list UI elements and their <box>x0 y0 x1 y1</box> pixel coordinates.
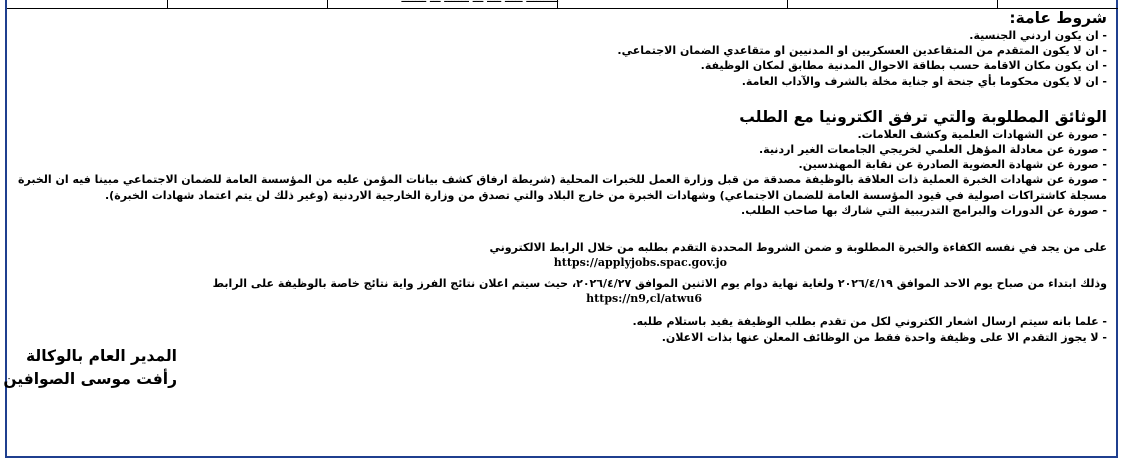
application-dates: وذلك ابتداء من صباح يوم الاحد الموافق ٢٠٢٦/٤/١٩ ولغاية نهاية دوام يوم الاثنين الموافق ٢٠٢٦/٤/٢٧، حيث سيتم اعلان نتائج الفرز واية نتائج خاصة بالوظيفة على الرابط <box>212 277 1107 291</box>
condition-item: - ان لا يكون المتقدم من المتقاعدين العسكريين او المدنيين او متقاعدي الضمان الاجتماعي. <box>617 44 1107 58</box>
document-item: - صورة عن معادلة المؤهل العلمي لخريجي الجامعات الغير اردنية. <box>758 143 1107 157</box>
condition-item: - ان لا يكون محكوما بأي جنحة او جناية مخلة بالشرف والآداب العامة. <box>741 74 1107 88</box>
table-cell-divider <box>327 0 328 8</box>
announcement-content <box>3 8 1107 391</box>
documents-title: الوثائق المطلوبة والتي ترفق الكترونيا مع الطلب <box>739 107 1107 126</box>
document-item: - صورة عن شهادة العضوية الصادرة عن نقابة المهندسين. <box>798 158 1107 172</box>
condition-item: - ان يكون مكان الاقامة حسب بطاقة الاحوال المدنية مطابق لمكان الوظيفة. <box>700 59 1107 73</box>
apply-link[interactable]: https://applyjobs.spac.gov.jo <box>553 256 727 270</box>
application-instructions: على من يجد في نفسه الكفاءة والخبرة المطلوبة و ضمن الشروط المحددة التقدم بطلبه من خلال الرابط الالكتروني <box>489 241 1107 255</box>
document-item: - صورة عن الدورات والبرامج التدريبية التي شارك بها صاحب الطلب. <box>741 203 1107 217</box>
table-cell-divider <box>167 0 168 8</box>
note-item: - لا يجوز التقدم الا على وظيفة واحدة فقط من الوظائف المعلن عنها بذات الاعلان. <box>661 330 1107 344</box>
document-item: - صورة عن الشهادات العلمية وكشف العلامات. <box>857 127 1107 141</box>
table-cell-divider <box>997 0 998 8</box>
signatory-title: المدير العام بالوكالة <box>25 346 177 365</box>
document-item: - صورة عن شهادات الخبرة العملية ذات العلاقة بالوظيفة مصدقة من قبل وزارة العمل للخبرات المحلية (شريطة ارفاق كشف بيانات المؤمن عليه من المؤسسة العامة للضمان الاجتماعي مبينا فيه ان الخبرة مسجلة كاشتراكات اصولية في قيود المؤسسة العامة للضمان الاجتماعي) وشهادات الخبرة من خارج البلاد والتي تصدق من وزارة الخارجية الاردنية (وغير ذلك لن يتم اعتماد شهادات الخبرة). <box>18 173 1107 202</box>
note-item: - علما بانه سيتم ارسال اشعار الكتروني لكل من تقدم بطلب الوظيفة يفيد باستلام طلبه. <box>632 315 1107 329</box>
results-link[interactable]: https://n9,cl/atwu6 <box>586 292 702 306</box>
table-cell-divider <box>787 0 788 8</box>
table-cut-text <box>402 0 558 5</box>
signature-block <box>3 345 1107 391</box>
condition-item: - ان يكون اردني الجنسية. <box>969 29 1107 42</box>
general-conditions-title: شروط عامة: <box>1009 9 1107 27</box>
signatory-name: رأفت موسى الصوافين <box>3 369 177 388</box>
